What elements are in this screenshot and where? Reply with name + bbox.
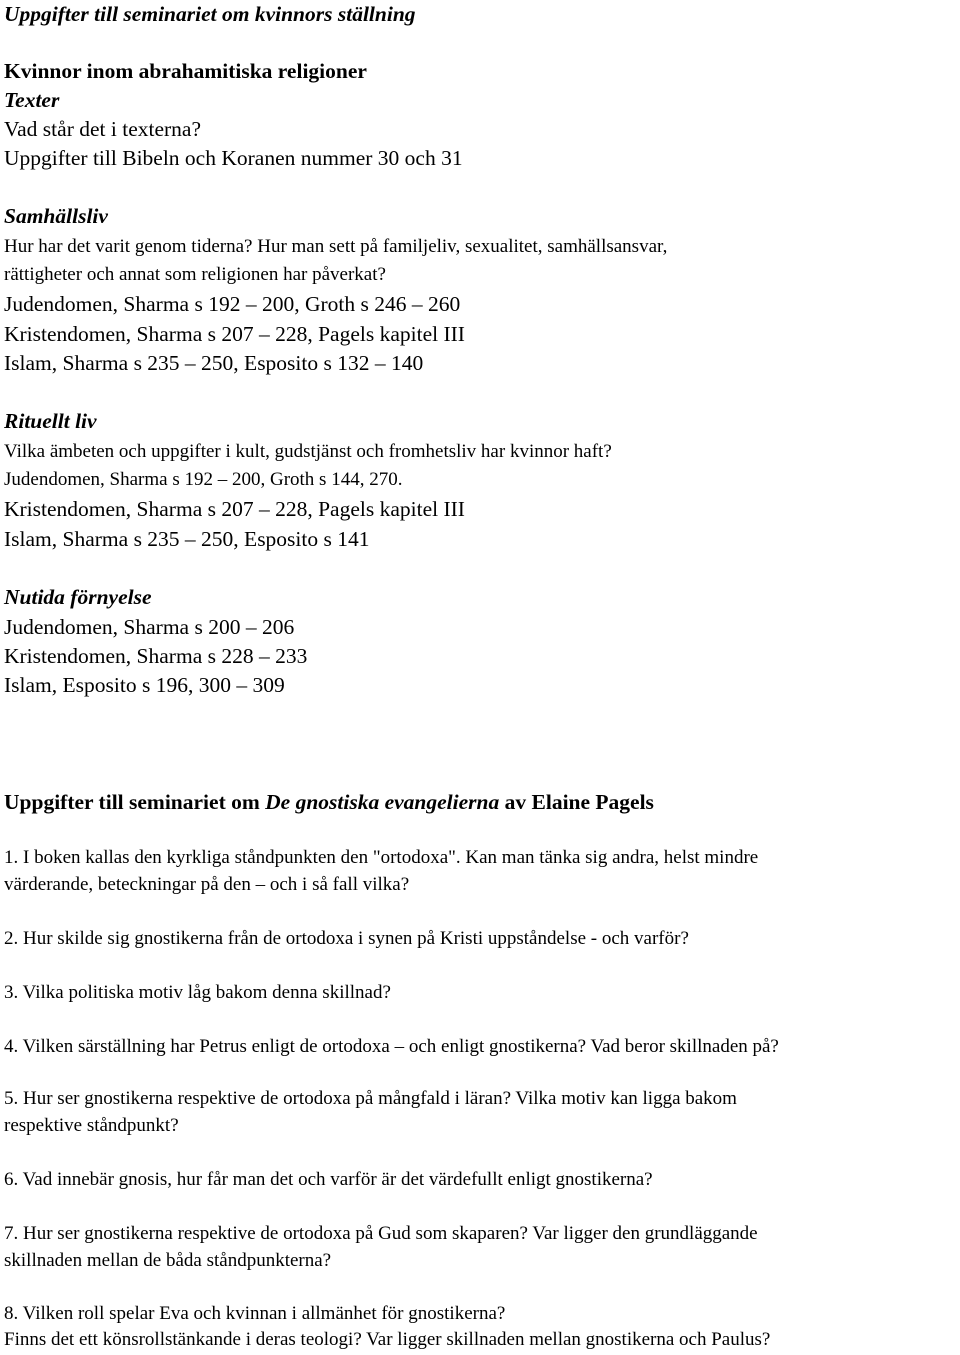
question-4: 4. Vilken särställning har Petrus enligt de ortodoxa – och enligt gnostikerna? Vad beror skillnaden på?	[4, 1036, 779, 1057]
text-line: Kristendomen, Sharma s 207 – 228, Pagels kapitel III	[4, 322, 465, 346]
section-heading-samhallsliv: Samhällsliv	[4, 204, 108, 228]
second-title-prefix: Uppgifter till seminariet om	[4, 790, 266, 814]
question-2: 2. Hur skilde sig gnostikerna från de ortodoxa i synen på Kristi uppståndelse - och varför?	[4, 928, 689, 949]
text-line: Kristendomen, Sharma s 228 – 233	[4, 644, 308, 668]
question-1-line-2: värderande, beteckningar på den – och i så fall vilka?	[4, 874, 410, 895]
question-8-line-2: Finns det ett könsrollstänkande i deras teologi? Var ligger skillnaden mellan gnostikerna och Paulus?	[4, 1329, 771, 1350]
text-line: Judendomen, Sharma s 192 – 200, Groth s 144, 270.	[4, 469, 403, 490]
section-heading-rituellt-liv: Rituellt liv	[4, 409, 97, 433]
text-line: Islam, Sharma s 235 – 250, Esposito s 141	[4, 527, 370, 551]
text-line: Islam, Esposito s 196, 300 – 309	[4, 673, 285, 697]
text-line: Vad står det i texterna?	[4, 117, 201, 141]
question-1-line-1: 1. I boken kallas den kyrkliga ståndpunkten den "ortodoxa". Kan man tänka sig andra, helst mindre	[4, 847, 759, 868]
text-line: Uppgifter till Bibeln och Koranen nummer 30 och 31	[4, 146, 463, 170]
section-subheading-texter: Texter	[4, 88, 60, 112]
text-line: Kristendomen, Sharma s 207 – 228, Pagels kapitel III	[4, 497, 465, 521]
question-5-line-1: 5. Hur ser gnostikerna respektive de ortodoxa på mångfald i läran? Vilka motiv kan ligga bakom	[4, 1088, 737, 1109]
text-line: Hur har det varit genom tiderna? Hur man sett på familjeliv, sexualitet, samhällsansvar,	[4, 236, 668, 257]
text-line: Judendomen, Sharma s 192 – 200, Groth s 246 – 260	[4, 292, 461, 316]
question-8-line-1: 8. Vilken roll spelar Eva och kvinnan i allmänhet för gnostikerna?	[4, 1303, 506, 1324]
question-7-line-1: 7. Hur ser gnostikerna respektive de ortodoxa på Gud som skaparen? Var ligger den grundläggande	[4, 1223, 758, 1244]
text-line: Vilka ämbeten och uppgifter i kult, gudstjänst och fromhetsliv har kvinnor haft?	[4, 441, 612, 462]
question-3: 3. Vilka politiska motiv låg bakom denna skillnad?	[4, 982, 391, 1003]
second-title	[4, 788, 654, 817]
question-7-line-2: skillnaden mellan de båda ståndpunkterna?	[4, 1250, 332, 1271]
second-title-suffix: av Elaine Pagels	[499, 790, 654, 814]
text-line: Islam, Sharma s 235 – 250, Esposito s 132 – 140	[4, 351, 424, 375]
text-line: Judendomen, Sharma s 200 – 206	[4, 615, 295, 639]
section-heading-nutida-fornyelse: Nutida förnyelse	[4, 585, 152, 609]
page-title: Uppgifter till seminariet om kvinnors ställning	[4, 2, 416, 26]
text-line: rättigheter och annat som religionen har påverkat?	[4, 264, 386, 285]
book-title: De gnostiska evangelierna	[265, 790, 500, 814]
question-6: 6. Vad innebär gnosis, hur får man det och varför är det värdefullt enligt gnostikerna?	[4, 1169, 653, 1190]
section-heading-abrahamitic: Kvinnor inom abrahamitiska religioner	[4, 59, 367, 83]
question-5-line-2: respektive ståndpunkt?	[4, 1115, 179, 1136]
